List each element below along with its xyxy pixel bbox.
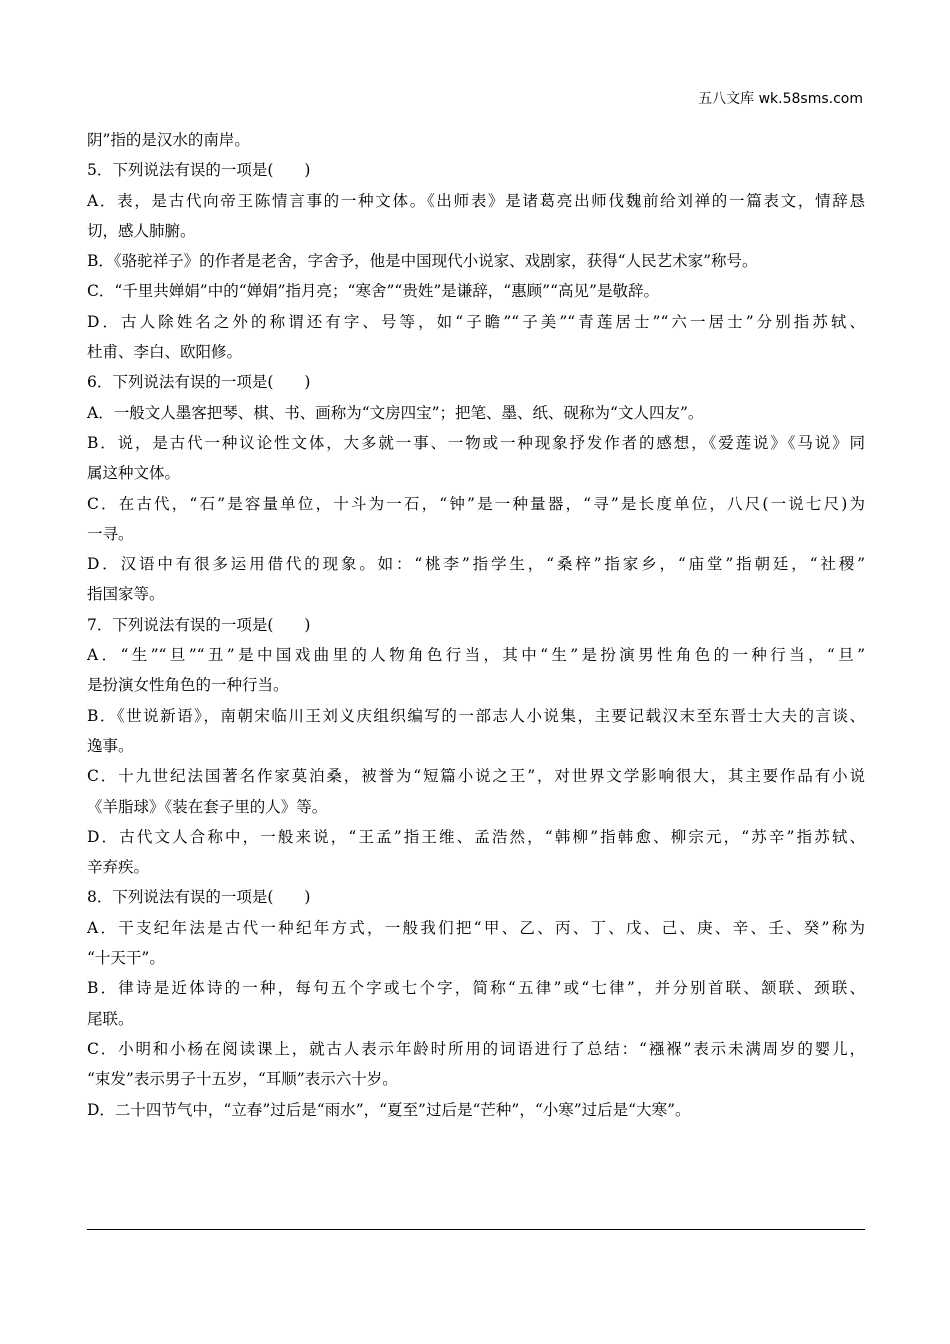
question-5-stem: 5．下列说法有误的一项是( ) (87, 161, 311, 180)
question-6-option-c-cont: 一寻。 (87, 524, 134, 543)
question-5-option-b: B．《骆驼祥子》的作者是老舍，字舍予，他是中国现代小说家、戏剧家，获得“人民艺术家”称号。 (87, 252, 758, 271)
question-6-option-a: A．一般文人墨客把琴、棋、书、画称为“文房四宝”；把笔、墨、纸、砚称为“文人四友”。 (87, 403, 704, 422)
question-6-option-c: C．在古代，“石”是容量单位，十斗为一石，“钟”是一种量器，“寻”是长度单位，八尺(一说七尺)为 (87, 494, 865, 513)
question-8-option-b: B．律诗是近体诗的一种，每句五个字或七个字，简称“五律”或“七律”，并分别首联、颔联、颈联、 (87, 979, 865, 998)
header-site-label: 五八文库 wk.58sms.com (698, 91, 863, 107)
question-5-option-a-cont: 切，感人肺腑。 (87, 221, 196, 240)
question-6-option-b: B．说，是古代一种议论性文体，大多就一事、一物或一种现象抒发作者的感想，《爱莲说》《马说》同 (87, 433, 865, 452)
question-6-option-b-cont: 属这种文体。 (87, 464, 181, 483)
document-body (87, 125, 865, 1125)
question-5-option-d: D．古人除姓名之外的称谓还有字、号等，如“子瞻”“子美”“青莲居士”“六一居士”分别指苏轼、 (87, 312, 865, 331)
question-6-option-d: D．汉语中有很多运用借代的现象。如：“桃李”指学生，“桑梓”指家乡，“庙堂”指朝廷，“社稷” (87, 555, 865, 574)
question-5-option-c: C．“千里共婵娟”中的“婵娟”指月亮；“寒舍”“贵姓”是谦辞，“惠顾”“高见”是敬辞。 (87, 282, 659, 301)
question-7-option-d: D．古代文人合称中，一般来说，“王孟”指王维、孟浩然，“韩柳”指韩愈、柳宗元，“苏辛”指苏轼、 (87, 827, 865, 846)
question-8-option-a: A．干支纪年法是古代一种纪年方式，一般我们把“甲、乙、丙、丁、戊、己、庚、辛、壬、癸”称为 (87, 918, 865, 937)
question-7-option-b-cont: 逸事。 (87, 736, 134, 755)
question-7-stem: 7．下列说法有误的一项是( ) (87, 615, 311, 634)
text-line: 阴”指的是汉水的南岸。 (87, 131, 250, 149)
question-5-option-a: A．表，是古代向帝王陈情言事的一种文体。《出师表》是诸葛亮出师伐魏前给刘禅的一篇表文，情辞恳 (87, 191, 865, 210)
question-8-option-c: C．小明和小杨在阅读课上，就古人表示年龄时所用的词语进行了总结：“襁褓”表示未满周岁的婴儿， (87, 1039, 865, 1058)
question-7-option-a-cont: 是扮演女性角色的一种行当。 (87, 676, 289, 695)
question-8-option-c-cont: “束发”表示男子十五岁，“耳顺”表示六十岁。 (87, 1070, 398, 1089)
question-6-stem: 6．下列说法有误的一项是( ) (87, 373, 311, 392)
question-5-option-d-cont: 杜甫、李白、欧阳修。 (87, 343, 243, 362)
question-8-option-b-cont: 尾联。 (87, 1009, 134, 1028)
question-7-option-d-cont: 辛弃疾。 (87, 858, 150, 877)
question-6-option-d-cont: 指国家等。 (87, 585, 165, 604)
question-7-option-a: A．“生”“旦”“丑”是中国戏曲里的人物角色行当，其中“生”是扮演男性角色的一种行当，“旦” (87, 646, 865, 665)
question-7-option-b: B．《世说新语》，南朝宋临川王刘义庆组织编写的一部志人小说集，主要记载汉末至东晋士大夫的言谈、 (87, 706, 865, 725)
footer-divider (87, 1229, 865, 1230)
question-7-option-c-cont: 《羊脂球》《装在套子里的人》等。 (87, 797, 328, 816)
question-7-option-c: C．十九世纪法国著名作家莫泊桑，被誉为“短篇小说之王”，对世界文学影响很大，其主要作品有小说 (87, 767, 865, 786)
question-8-option-a-cont: “十天干”。 (87, 949, 165, 968)
question-8-option-d: D．二十四节气中，“立春”过后是“雨水”，“夏至”过后是“芒种”，“小寒”过后是“大寒”。 (87, 1100, 691, 1119)
question-8-stem: 8．下列说法有误的一项是( ) (87, 888, 311, 907)
